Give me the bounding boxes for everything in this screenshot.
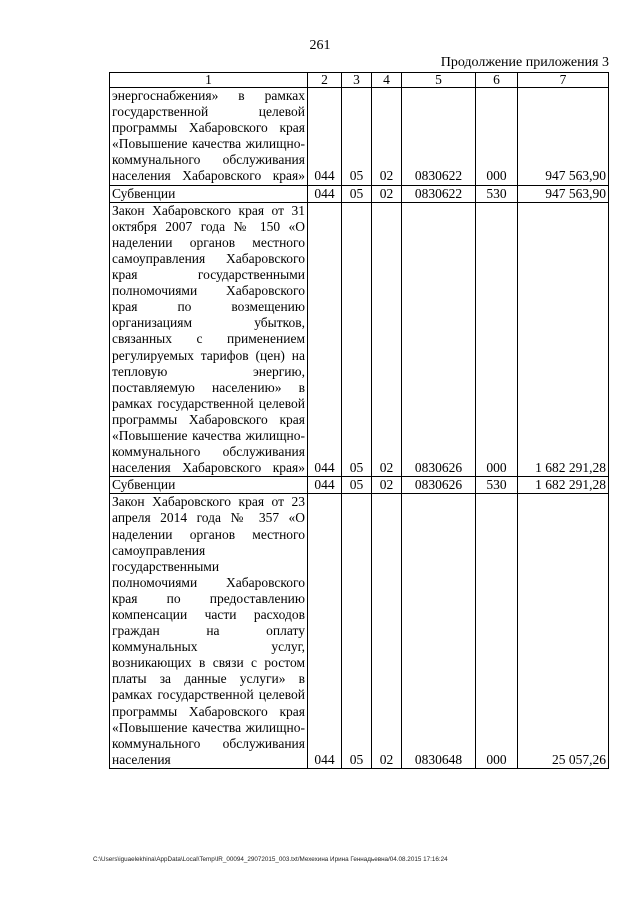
cell-target-article: 0830626	[402, 202, 476, 477]
cell-target-article: 0830648	[402, 494, 476, 769]
row-description: Субвенции	[110, 477, 308, 494]
cell-section-code: 05	[342, 202, 372, 477]
cell-ministry-code: 044	[308, 202, 342, 477]
cell-section-code: 05	[342, 88, 372, 186]
table-row	[110, 477, 609, 494]
cell-subsection-code: 02	[372, 202, 402, 477]
cell-amount: 1 682 291,28	[518, 202, 609, 477]
row-description: Закон Хабаровского края от 31 октября 2007 года № 150 «О наделении органов местного самоуправления Хабаровского края государственными полномочиями Хабаровского края по возмещению организациям убытков, связанных с применением регулируемых тарифов (цен) на тепловую энергию, поставляемую населению» в рамках государственной целевой программы Хабаровского края «Повышение качества жилищно-коммунального обслуживания населения Хабаровского края»	[110, 202, 308, 477]
cell-section-code: 05	[342, 494, 372, 769]
budget-table	[109, 72, 609, 769]
cell-expense-type: 530	[476, 185, 518, 202]
cell-ministry-code: 044	[308, 88, 342, 186]
table-row	[110, 202, 609, 477]
column-header: 2	[308, 73, 342, 88]
column-header: 3	[342, 73, 372, 88]
column-header: 4	[372, 73, 402, 88]
cell-expense-type: 000	[476, 494, 518, 769]
cell-expense-type: 530	[476, 477, 518, 494]
cell-subsection-code: 02	[372, 185, 402, 202]
cell-expense-type: 000	[476, 88, 518, 186]
table-header-row	[110, 73, 609, 88]
cell-target-article: 0830626	[402, 477, 476, 494]
cell-target-article: 0830622	[402, 185, 476, 202]
cell-amount: 25 057,26	[518, 494, 609, 769]
cell-amount: 1 682 291,28	[518, 477, 609, 494]
cell-subsection-code: 02	[372, 477, 402, 494]
cell-expense-type: 000	[476, 202, 518, 477]
column-header: 1	[110, 73, 308, 88]
cell-ministry-code: 044	[308, 494, 342, 769]
column-header: 6	[476, 73, 518, 88]
cell-section-code: 05	[342, 477, 372, 494]
cell-amount: 947 563,90	[518, 185, 609, 202]
cell-subsection-code: 02	[372, 494, 402, 769]
column-header: 5	[402, 73, 476, 88]
page-number: 261	[309, 38, 331, 53]
row-description: Закон Хабаровского края от 23 апреля 2014 года № 357 «О наделении органов местного самоуправления государственными полномочиями Хабаровского края по предоставлению компенсации части расходов граждан на оплату коммунальных услуг, возникающих в связи с ростом платы за данные услуги» в рамках государственной целевой программы Хабаровского края «Повышение качества жилищно-коммунального обслуживания населения	[110, 494, 308, 769]
row-description: энергоснабжения» в рамках государственной целевой программы Хабаровского края «Повышение качества жилищно-коммунального обслуживания населения Хабаровского края»	[110, 88, 308, 186]
cell-target-article: 0830622	[402, 88, 476, 186]
row-description: Субвенции	[110, 185, 308, 202]
cell-amount: 947 563,90	[518, 88, 609, 186]
table-row	[110, 494, 609, 769]
table-row	[110, 185, 609, 202]
table-row	[110, 88, 609, 186]
cell-subsection-code: 02	[372, 88, 402, 186]
column-header: 7	[518, 73, 609, 88]
cell-ministry-code: 044	[308, 185, 342, 202]
continuation-note: Продолжение приложения 3	[440, 55, 609, 70]
file-path-footer: C:\Users\iguaelekhina\AppData\Local\Temp\IR_00094_29072015_003.txt/Мехехина Ирина Геннадьевна/04.08.2015 17:16:24	[93, 856, 448, 863]
cell-section-code: 05	[342, 185, 372, 202]
cell-ministry-code: 044	[308, 477, 342, 494]
